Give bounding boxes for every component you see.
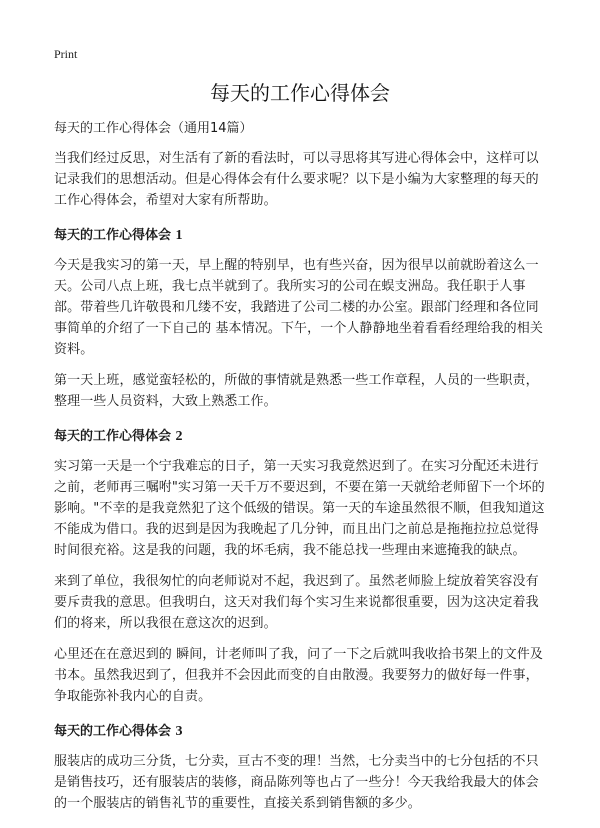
section-number: 2 xyxy=(175,429,183,444)
section-heading-2 xyxy=(54,426,548,448)
intro-paragraph: 当我们经过反思，对生活有了新的看法时，可以寻思将其写进心得体会中，这样可以记录我们的思想活动。但是心得体会有什么要求呢？以下是小编为大家整理的每天的工作心得体会，希望对大家有所帮助。 xyxy=(54,151,539,208)
section-heading-text: 每天的工作心得体会 xyxy=(54,429,172,444)
section-1-paragraph: 第一天上班，感觉蛮轻松的，所做的事情就是熟悉一些工作章程，人员的一些职责，整理一些人员资料，大致上熟悉工作。 xyxy=(54,373,539,409)
section-2-paragraph: 实习第一天是一个宁我难忘的日子，第一天实习我竟然迟到了。在实习分配还未进行之前，老师再三嘱咐"实习第一天千万不要迟到，不要在第一天就给老师留下一个坏的影响。"不幸的是我竟然犯了这个低级的错误。第一天的车途虽然很不顺，但我知道这不能成为借口。我的迟到是因为我晚起了几分钟，而且出门之前总是拖拖拉拉总觉得时间很充裕。这是我的问题，我的坏毛病，我不能总找一些理由来遮掩我的缺点。 xyxy=(54,459,545,558)
section-heading-text: 每天的工作心得体会 xyxy=(54,724,172,739)
document-body xyxy=(54,118,548,824)
section-2-paragraph: 来到了单位，我很匆忙的向老师说对不起，我迟到了。虽然老师脸上绽放着笑容没有要斥责我的意思。但我明白，这天对我们每个实习生来说都很重要，因为这决定着我们的将来，所以我很在意这次的迟到。 xyxy=(54,574,539,631)
section-3-paragraph: 服装店的成功三分货，七分卖，亘古不变的理！当然，七分卖当中的七分包括的不只是销售技巧，还有服装店的装修，商品陈列等也占了一些分！今天我给我最大的体会的一个服装店的销售礼节的重要性，直接关系到销售额的多少。 xyxy=(54,754,539,811)
section-2-paragraph: 心里还在在意迟到的 瞬间，计老师叫了我，问了一下之后就叫我收拾书架上的文件及书本。虽然我迟到了，但我并不会因此而变的自由散漫。我要努力的做好每一件事，争取能弥补我内心的自责。 xyxy=(54,647,543,704)
section-number: 3 xyxy=(175,724,183,739)
section-number: 1 xyxy=(175,228,183,243)
section-heading-3 xyxy=(54,721,548,743)
section-heading-text: 每天的工作心得体会 xyxy=(54,228,172,243)
document-subtitle: 每天的工作心得体会（通用14篇） xyxy=(54,121,253,136)
print-link[interactable]: Print xyxy=(54,47,78,61)
page-title: 每天的工作心得体会 xyxy=(210,81,390,105)
section-1-paragraph: 今天是我实习的第一天，早上醒的特别早，也有些兴奋，因为很早以前就盼着这么一天。公司八点上班，我七点半就到了。我所实习的公司在蜈支洲岛。我任职于人事部。带着些几许敬畏和几缕不安，我踏进了公司二楼的办公室。跟部门经理和各位同事简单的介绍了一下自己的 基本情况。下午，一个人静静地坐着看看经理给我的相关资料。 xyxy=(54,258,543,357)
section-heading-1 xyxy=(54,225,548,247)
